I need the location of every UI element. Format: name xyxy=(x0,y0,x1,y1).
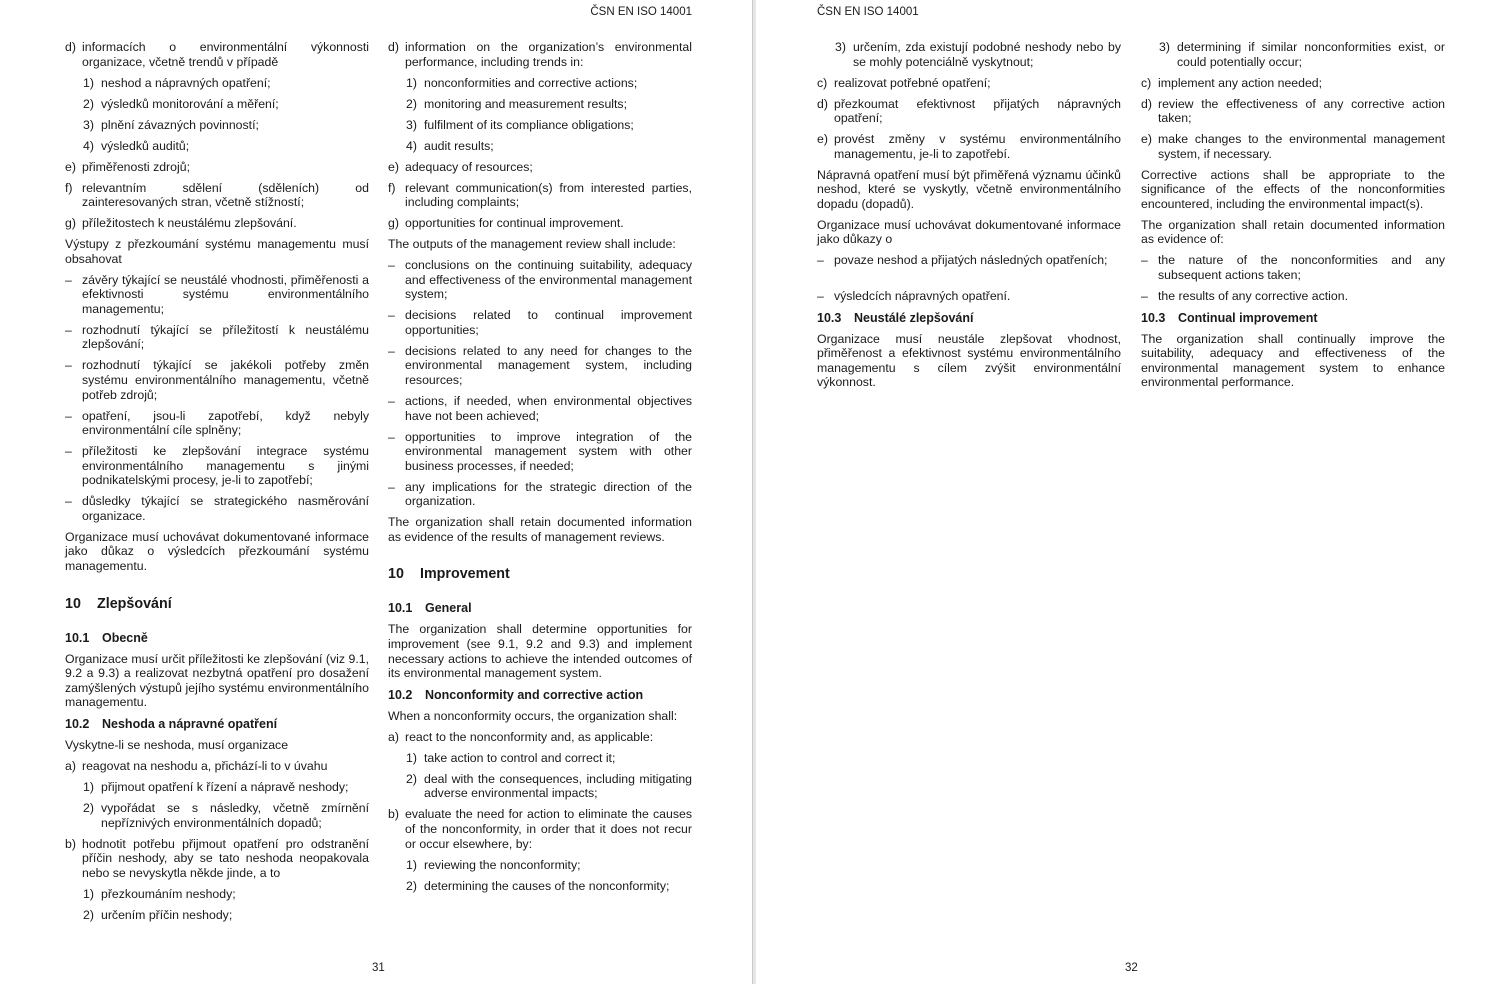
list-item-text: rozhodnutí týkající se jakékoli potřeby změn systému environmentálního managementu, včetně potřeb zdrojů; xyxy=(82,358,369,402)
dash-list-item xyxy=(388,344,692,388)
list-item-text: přiměřenosti zdrojů; xyxy=(82,159,190,174)
list-marker: – xyxy=(817,253,824,268)
list-item-text: přezkoumáním neshody; xyxy=(101,886,236,901)
paragraph: Corrective actions shall be appropriate to the significance of the effects of the nonconformities encountered, including the environmental impact(s). xyxy=(1141,167,1445,211)
list-item-text: the nature of the nonconformities and any subsequent actions taken; xyxy=(1158,253,1445,283)
list-item-text: adequacy of resources; xyxy=(405,159,533,174)
dash-list-item xyxy=(388,480,692,509)
list-item-text: actions, if needed, when environmental objectives have not been achieved; xyxy=(405,393,692,423)
lettered-list-item xyxy=(817,97,1121,126)
dash-list-item xyxy=(65,494,369,523)
list-item-text: relevantním sdělení (sděleních) od zainteresovaných stran, včetně stížností; xyxy=(82,180,369,210)
list-marker: – xyxy=(65,408,72,423)
numbered-sub-item xyxy=(388,97,692,112)
paragraph: When a nonconformity occurs, the organization shall: xyxy=(388,708,678,723)
list-marker: – xyxy=(65,444,72,459)
list-item-text: determining if similar nonconformities exist, or could potentially occur; xyxy=(1177,40,1445,69)
list-item-text: react to the nonconformity and, as applicable: xyxy=(405,729,654,744)
list-item-text: příležitosti ke zlepšování integrace systému environmentálního managementu s jinými podnikatelskými procesy, je-li to zapotřebí; xyxy=(82,444,369,488)
list-item-text: opatření, jsou-li zapotřebí, když nebyly environmentální cíle splněny; xyxy=(82,408,369,438)
list-item-text: určením, zda existují podobné neshody nebo by se mohly potenciálně vyskytnout; xyxy=(853,40,1121,69)
list-marker: d) xyxy=(388,40,399,54)
list-marker: c) xyxy=(1141,75,1152,90)
list-item-text: hodnotit potřebu přijmout opatření pro odstranění příčin neshody, aby se tato neshoda neopakovala nebo se nevyskytla někde jinde, a to xyxy=(82,836,369,880)
page-32 xyxy=(756,0,1507,984)
heading-title: Obecně xyxy=(102,630,148,645)
numbered-sub-item xyxy=(65,780,369,795)
lettered-list-item xyxy=(388,40,692,69)
list-item-text: výsledků monitorování a měření; xyxy=(101,96,279,111)
dash-list-item xyxy=(1141,289,1445,304)
lettered-list-item xyxy=(817,76,1121,91)
lettered-list-item xyxy=(388,730,692,745)
lettered-list-item xyxy=(1141,76,1445,91)
paragraph: The organization shall determine opportunities for improvement (see 9.1, 9.2 and 9.3) and implement necessary actions to achieve the intended outcomes of its environmental management system. xyxy=(388,622,692,681)
list-item-text: neshod a nápravných opatření; xyxy=(101,75,271,90)
numbered-sub-item xyxy=(65,118,369,133)
list-marker: – xyxy=(388,258,395,273)
column-czech xyxy=(65,40,369,929)
numbered-sub-item xyxy=(388,772,692,801)
list-item-text: evaluate the need for action to eliminate the causes of the nonconformity, in order that it does not recur or occur elsewhere, by: xyxy=(405,807,692,851)
list-marker: d) xyxy=(65,40,76,54)
numbered-sub-item xyxy=(388,76,692,91)
list-marker: e) xyxy=(1141,132,1152,147)
dash-list-item xyxy=(817,253,1121,268)
list-marker: 2) xyxy=(406,96,417,111)
list-item-text: review the effectiveness of any corrective action taken; xyxy=(1158,96,1445,126)
lettered-list-item xyxy=(65,837,369,881)
list-marker: 3) xyxy=(406,117,417,132)
list-item-text: monitoring and measurement results; xyxy=(424,96,627,111)
list-item-text: nonconformities and corrective actions; xyxy=(424,75,638,90)
list-marker: 2) xyxy=(406,771,417,786)
dash-list-item xyxy=(388,394,692,423)
list-marker: – xyxy=(388,479,395,494)
list-item-text: make changes to the environmental management system, if necessary. xyxy=(1158,132,1445,161)
heading-number: 10 xyxy=(65,595,81,612)
paragraph: The outputs of the management review shall include: xyxy=(388,237,676,252)
list-item-text: rozhodnutí týkající se příležitostí k neustálému zlepšování; xyxy=(82,322,369,352)
list-item-text: výsledcích nápravných opatření. xyxy=(834,289,1011,304)
dash-list-item xyxy=(388,308,692,337)
list-item-text: decisions related to continual improvement opportunities; xyxy=(405,308,692,337)
dash-list-item xyxy=(65,273,369,317)
heading-title: Zlepšování xyxy=(97,595,172,612)
page-number: 31 xyxy=(372,962,385,974)
spacer xyxy=(817,274,1121,289)
dash-list-item xyxy=(817,289,1121,304)
lettered-list-item xyxy=(1141,132,1445,161)
lettered-list-item xyxy=(65,181,369,210)
list-marker: – xyxy=(65,494,72,509)
heading-title: Improvement xyxy=(420,566,510,583)
dash-list-item xyxy=(1141,253,1445,282)
list-marker: 2) xyxy=(83,907,94,922)
list-item-text: přijmout opatření k řízení a nápravě neshody; xyxy=(101,780,349,795)
list-marker: 3) xyxy=(835,40,846,54)
paragraph: The organization shall continually improve the suitability, adequacy and effectiveness of the environmental management system to enhance environmental performance. xyxy=(1141,331,1445,390)
numbered-sub-item xyxy=(1141,40,1445,69)
numbered-sub-item xyxy=(65,887,369,902)
list-marker: e) xyxy=(388,159,399,174)
list-marker: – xyxy=(65,358,72,373)
column-english xyxy=(388,40,692,900)
list-marker: g) xyxy=(65,216,76,231)
list-marker: f) xyxy=(388,180,396,195)
numbered-sub-item xyxy=(65,76,369,91)
heading-title: General xyxy=(425,601,472,616)
list-marker: d) xyxy=(1141,96,1152,111)
list-marker: 1) xyxy=(406,857,417,872)
list-marker: a) xyxy=(388,729,399,744)
heading-number: 10.3 xyxy=(1141,310,1166,325)
dash-list-item xyxy=(65,358,369,402)
list-marker: 3) xyxy=(1159,40,1170,54)
dash-list-item xyxy=(388,430,692,474)
numbered-sub-item xyxy=(388,118,692,133)
subsection-heading xyxy=(388,688,692,703)
lettered-list-item xyxy=(65,759,369,774)
numbered-sub-item xyxy=(388,858,692,873)
paragraph: Organizace musí uchovávat dokumentované informace jako důkazy o xyxy=(817,217,1121,247)
paragraph: Organizace musí uchovávat dokumentované informace jako důkaz o výsledcích přezkoumání systému managementu. xyxy=(65,529,369,574)
list-marker: 3) xyxy=(83,117,94,132)
list-item-text: opportunities to improve integration of the environmental management system with other business processes, if needed; xyxy=(405,429,692,473)
list-item-text: determining the causes of the nonconformity; xyxy=(424,878,670,893)
list-item-text: information on the organization’s environmental performance, including trends in: xyxy=(405,40,692,69)
subsection-heading xyxy=(65,717,369,732)
numbered-sub-item xyxy=(388,751,692,766)
heading-number: 10.2 xyxy=(65,717,90,732)
list-marker: g) xyxy=(388,216,399,231)
list-item-text: určením příčin neshody; xyxy=(101,907,233,922)
dash-list-item xyxy=(65,323,369,352)
paragraph: The organization shall retain documented information as evidence of the results of management reviews. xyxy=(388,515,692,544)
list-item-text: reviewing the nonconformity; xyxy=(424,857,581,872)
subsection-heading xyxy=(817,311,1121,326)
heading-number: 10.2 xyxy=(388,687,413,702)
list-marker: 2) xyxy=(406,878,417,893)
dash-list-item xyxy=(388,258,692,302)
paragraph: The organization shall retain documented information as evidence of: xyxy=(1141,217,1445,247)
heading-number: 10.1 xyxy=(65,630,90,645)
section-heading xyxy=(65,596,369,613)
list-marker: 4) xyxy=(83,138,94,153)
list-item-text: fulfilment of its compliance obligations; xyxy=(424,117,634,132)
lettered-list-item xyxy=(817,132,1121,161)
list-item-text: opportunities for continual improvement. xyxy=(405,216,624,231)
lettered-list-item xyxy=(65,40,369,69)
list-item-text: plnění závazných povinností; xyxy=(101,117,259,132)
page-31 xyxy=(0,0,752,984)
list-marker: b) xyxy=(388,807,399,822)
column-czech xyxy=(817,40,1121,396)
running-header: ČSN EN ISO 14001 xyxy=(590,6,692,18)
subsection-heading xyxy=(1141,311,1445,326)
list-item-text: přezkoumat efektivnost přijatých nápravných opatření; xyxy=(834,96,1121,126)
list-marker: – xyxy=(1141,253,1148,268)
numbered-sub-item xyxy=(817,40,1121,69)
subsection-heading xyxy=(65,631,369,646)
list-item-text: závěry týkající se neustálé vhodnosti, přiměřenosti a efektivnosti systému environmentálního managementu; xyxy=(82,272,369,316)
list-item-text: conclusions on the continuing suitability, adequacy and effectiveness of the environmental management system; xyxy=(405,258,692,302)
list-item-text: povaze neshod a přijatých následných opatřeních; xyxy=(834,253,1108,268)
list-marker: 1) xyxy=(406,750,417,765)
list-item-text: výsledků auditů; xyxy=(101,138,190,153)
page-number: 32 xyxy=(1125,962,1138,974)
numbered-sub-item xyxy=(388,139,692,154)
numbered-sub-item xyxy=(65,801,369,830)
list-marker: – xyxy=(65,272,72,287)
list-marker: 1) xyxy=(83,75,94,90)
heading-title: Neustálé zlepšování xyxy=(854,310,974,325)
list-item-text: relevant communication(s) from interested parties, including complaints; xyxy=(405,180,692,210)
paragraph: Vyskytne-li se neshoda, musí organizace xyxy=(65,738,289,753)
running-header: ČSN EN ISO 14001 xyxy=(817,6,919,18)
lettered-list-item xyxy=(388,807,692,851)
list-marker: 1) xyxy=(83,886,94,901)
list-item-text: implement any action needed; xyxy=(1158,75,1323,90)
list-marker: 4) xyxy=(406,138,417,153)
list-item-text: decisions related to any need for changes to the environmental management system, including resources; xyxy=(405,343,692,387)
list-marker: 2) xyxy=(83,801,94,815)
lettered-list-item xyxy=(65,216,369,231)
paragraph: Organizace musí určit příležitosti ke zlepšování (viz 9.1, 9.2 a 9.3) a realizovat nezbytná opatření pro dosažení zamýšlených výstupů jejího systému environmentálního managementu. xyxy=(65,651,369,710)
list-marker: 1) xyxy=(406,75,417,90)
list-marker: 2) xyxy=(83,96,94,111)
column-english xyxy=(1141,40,1445,396)
list-marker: – xyxy=(65,322,72,337)
list-item-text: deal with the consequences, including mitigating adverse environmental impacts; xyxy=(424,771,692,801)
list-item-text: příležitostech k neustálému zlepšování. xyxy=(82,216,297,231)
list-marker: 1) xyxy=(83,780,94,795)
list-marker: – xyxy=(388,393,395,408)
paragraph: Nápravná opatření musí být přiměřená významu účinků neshod, které se vyskytly, včetně environmentálního dopadu (dopadů). xyxy=(817,167,1121,211)
numbered-sub-item xyxy=(65,908,369,923)
numbered-sub-item xyxy=(388,879,692,894)
lettered-list-item xyxy=(388,160,692,175)
list-marker: – xyxy=(1141,289,1148,304)
numbered-sub-item xyxy=(65,97,369,112)
lettered-list-item xyxy=(1141,97,1445,126)
lettered-list-item xyxy=(65,160,369,175)
list-item-text: any implications for the strategic direction of the organization. xyxy=(405,479,692,509)
numbered-sub-item xyxy=(65,139,369,154)
heading-number: 10 xyxy=(388,566,404,583)
list-marker: a) xyxy=(65,759,76,774)
list-marker: – xyxy=(388,308,395,323)
list-marker: e) xyxy=(65,159,76,174)
subsection-heading xyxy=(388,601,692,616)
heading-number: 10.3 xyxy=(817,310,842,325)
heading-number: 10.1 xyxy=(388,601,413,616)
dash-list-item xyxy=(65,444,369,488)
list-marker: – xyxy=(388,429,395,444)
list-item-text: reagovat na neshodu a, přichází-li to v úvahu xyxy=(82,759,328,774)
list-marker: c) xyxy=(817,75,828,90)
paragraph: Výstupy z přezkoumání systému managementu musí obsahovat xyxy=(65,237,369,266)
list-marker: f) xyxy=(65,180,73,195)
list-item-text: důsledky týkající se strategického nasměrování organizace. xyxy=(82,494,369,523)
list-item-text: provést změny v systému environmentálního managementu, je-li to zapotřebí. xyxy=(834,132,1121,161)
list-item-text: the results of any corrective action. xyxy=(1158,289,1349,304)
list-item-text: informacích o environmentální výkonnosti organizace, včetně trendů v případě xyxy=(82,40,369,69)
list-marker: – xyxy=(817,289,824,304)
list-marker: e) xyxy=(817,132,828,147)
list-item-text: realizovat potřebné opatření; xyxy=(834,75,991,90)
list-item-text: take action to control and correct it; xyxy=(424,750,616,765)
lettered-list-item xyxy=(388,216,692,231)
list-item-text: vypořádat se s následky, včetně zmírnění nepříznivých environmentálních dopadů; xyxy=(101,801,369,830)
heading-title: Neshoda a nápravné opatření xyxy=(102,717,278,732)
list-item-text: audit results; xyxy=(424,138,494,153)
list-marker: d) xyxy=(817,96,828,111)
list-marker: b) xyxy=(65,836,76,851)
lettered-list-item xyxy=(388,181,692,210)
list-marker: – xyxy=(388,343,395,358)
heading-title: Nonconformity and corrective action xyxy=(425,687,644,702)
dash-list-item xyxy=(65,409,369,438)
paragraph: Organizace musí neustále zlepšovat vhodnost, přiměřenost a efektivnost systému environmentálního managementu s cílem zvýšit environmentální výkonnost. xyxy=(817,331,1121,390)
section-heading xyxy=(388,566,692,583)
heading-title: Continual improvement xyxy=(1178,310,1318,325)
